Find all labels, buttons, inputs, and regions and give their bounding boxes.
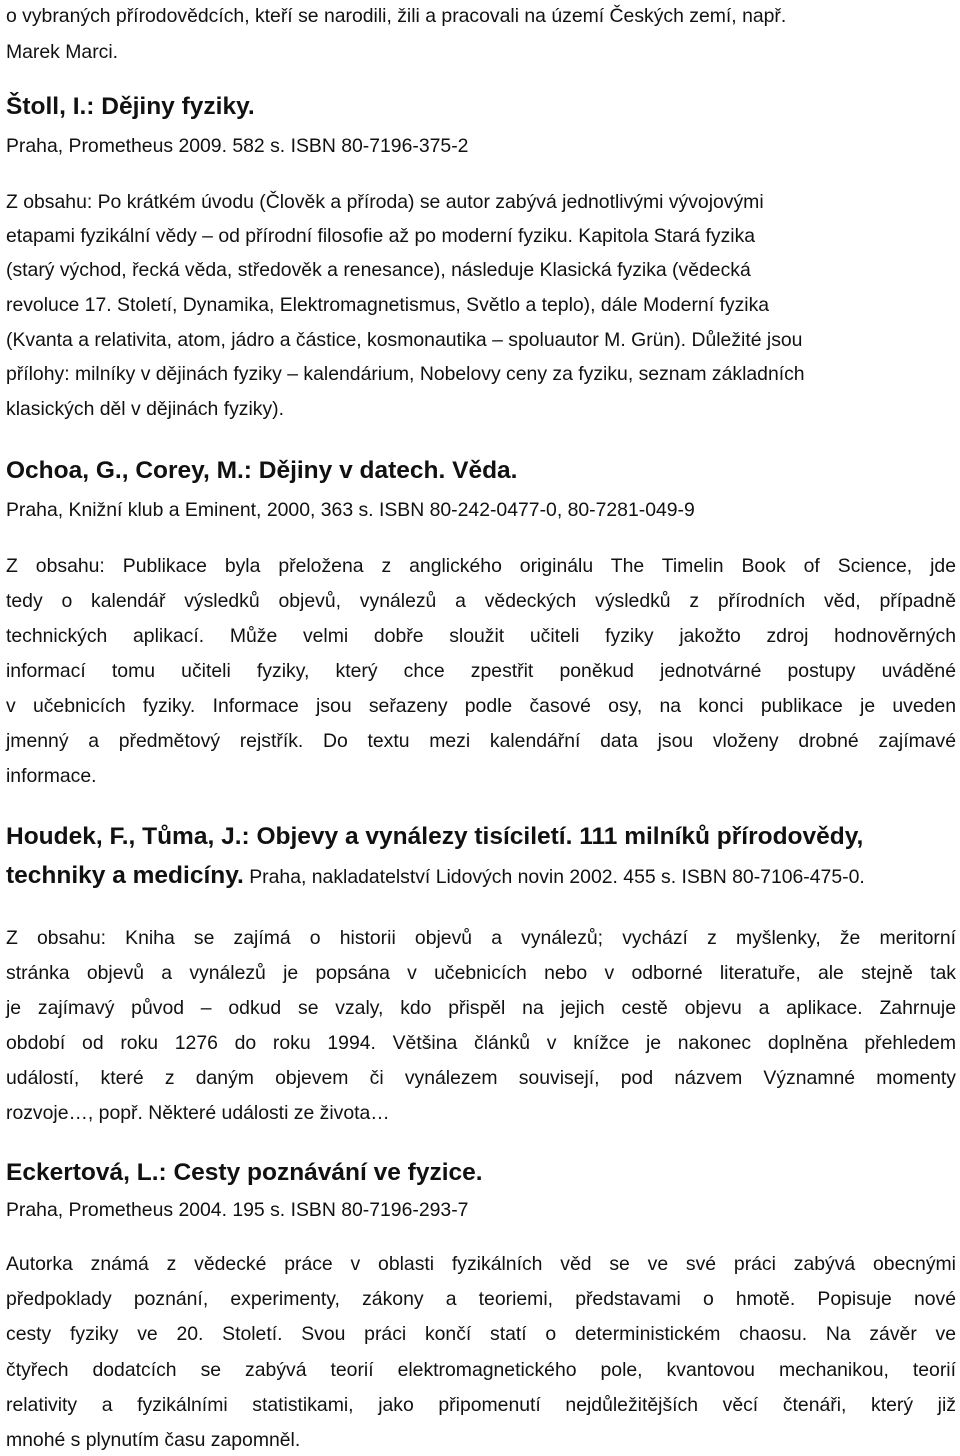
summary-line: informace. bbox=[6, 765, 97, 787]
summary-line: stránka objevů a vynálezů je popsána v učebnicích nebo v odborné literatuře, ale stejně tak bbox=[6, 962, 956, 984]
book-title-continued bbox=[6, 864, 865, 889]
summary-line: etapami fyzikální vědy – od přírodní filosofie až po moderní fyziku. Kapitola Stará fyzika bbox=[6, 225, 756, 247]
book-title: Štoll, I.: Dějiny fyziky. bbox=[6, 93, 255, 120]
intro-line: o vybraných přírodovědcích, kteří se narodili, žili a pracovali na území Českých zemí, např. bbox=[6, 5, 787, 27]
summary-line: v učebnicích fyziky. Informace jsou seřazeny podle časové osy, na konci publikace je uveden bbox=[6, 695, 956, 717]
summary-line: období od roku 1276 do roku 1994. Většina článků v knížce je nakonec doplněna přehledem bbox=[6, 1032, 956, 1054]
summary-line: informací tomu učiteli fyziky, který chce zpestřit poněkud jednotvárné postupy uváděné bbox=[6, 660, 956, 682]
summary-line: tedy o kalendář výsledků objevů, vynálezů a vědeckých výsledků z přírodních věd, případně bbox=[6, 590, 956, 612]
summary-line: rozvoje…, popř. Některé události ze života… bbox=[6, 1102, 390, 1124]
summary-line: mnohé s plynutím času zapomněl. bbox=[6, 1429, 301, 1451]
summary-line: jmenný a předmětový rejstřík. Do textu mezi kalendářní data jsou vloženy drobné zajímavé bbox=[6, 730, 956, 752]
summary-line: Z obsahu: Kniha se zajímá o historii objevů a vynálezů; vychází z myšlenky, že meritorní bbox=[6, 927, 956, 949]
summary-line: Z obsahu: Po krátkém úvodu (Člověk a příroda) se autor zabývá jednotlivými vývojovými bbox=[6, 191, 764, 213]
summary-line: Z obsahu: Publikace byla přeložena z anglického originálu The Timelin Book of Science, jde bbox=[6, 555, 956, 577]
book-publication: Praha, Prometheus 2004. 195 s. ISBN 80-7196-293-7 bbox=[6, 1199, 469, 1221]
summary-line: předpoklady poznání, experimenty, zákony a teoriemi, představami o hmotě. Popisuje nové bbox=[6, 1288, 956, 1310]
summary-line: klasických děl v dějinách fyziky). bbox=[6, 398, 285, 420]
book-title: Houdek, F., Tůma, J.: Objevy a vynálezy tisíciletí. 111 milníků přírodovědy, bbox=[6, 823, 864, 850]
book-publication: Praha, Prometheus 2009. 582 s. ISBN 80-7196-375-2 bbox=[6, 135, 469, 157]
summary-line: (Kvanta a relativita, atom, jádro a částice, kosmonautika – spoluautor M. Grün). Důležité jsou bbox=[6, 329, 803, 351]
summary-line: přílohy: milníky v dějinách fyziky – kalendárium, Nobelovy ceny za fyziku, seznam základních bbox=[6, 363, 805, 385]
summary-line: čtyřech dodatcích se zabývá teorií elektromagnetického pole, kvantovou mechanikou, teorií bbox=[6, 1359, 956, 1381]
summary-line: Autorka známá z vědecké práce v oblasti fyzikálních věd se ve své práci zabývá obecnými bbox=[6, 1253, 956, 1275]
book-publication: Praha, nakladatelství Lidových novin 2002. 455 s. ISBN 80-7106-475-0. bbox=[249, 866, 865, 888]
summary-line: je zajímavý původ – odkud se vzaly, kdo přispěl na jejich cestě objevu a aplikace. Zahrnuje bbox=[6, 997, 956, 1019]
book-publication: Praha, Knižní klub a Eminent, 2000, 363 s. ISBN 80-242-0477-0, 80-7281-049-9 bbox=[6, 499, 695, 521]
summary-line: revoluce 17. Století, Dynamika, Elektromagnetismus, Světlo a teplo), dále Moderní fyzika bbox=[6, 294, 770, 316]
summary-line: (starý východ, řecká věda, středověk a renesance), následuje Klasická fyzika (vědecká bbox=[6, 259, 751, 281]
book-title: Ochoa, G., Corey, M.: Dějiny v datech. Věda. bbox=[6, 457, 518, 484]
summary-line: technických aplikací. Může velmi dobře sloužit učiteli fyziky jakožto zdroj hodnověrných bbox=[6, 625, 956, 647]
book-title: Eckertová, L.: Cesty poznávání ve fyzice. bbox=[6, 1159, 483, 1186]
summary-line: relativity a fyzikálními statistikami, jako připomenutí nejdůležitějších věcí čtenáři, který již bbox=[6, 1394, 956, 1416]
intro-line: Marek Marci. bbox=[6, 41, 119, 63]
summary-line: cesty fyziky ve 20. Století. Svou práci končí statí o deterministickém chaosu. Na závěr ve bbox=[6, 1323, 956, 1345]
summary-line: událostí, které z daným objevem či vynálezem souvisejí, pod názvem Významné momenty bbox=[6, 1067, 956, 1089]
book-title-line2: techniky a medicíny. bbox=[6, 862, 244, 889]
